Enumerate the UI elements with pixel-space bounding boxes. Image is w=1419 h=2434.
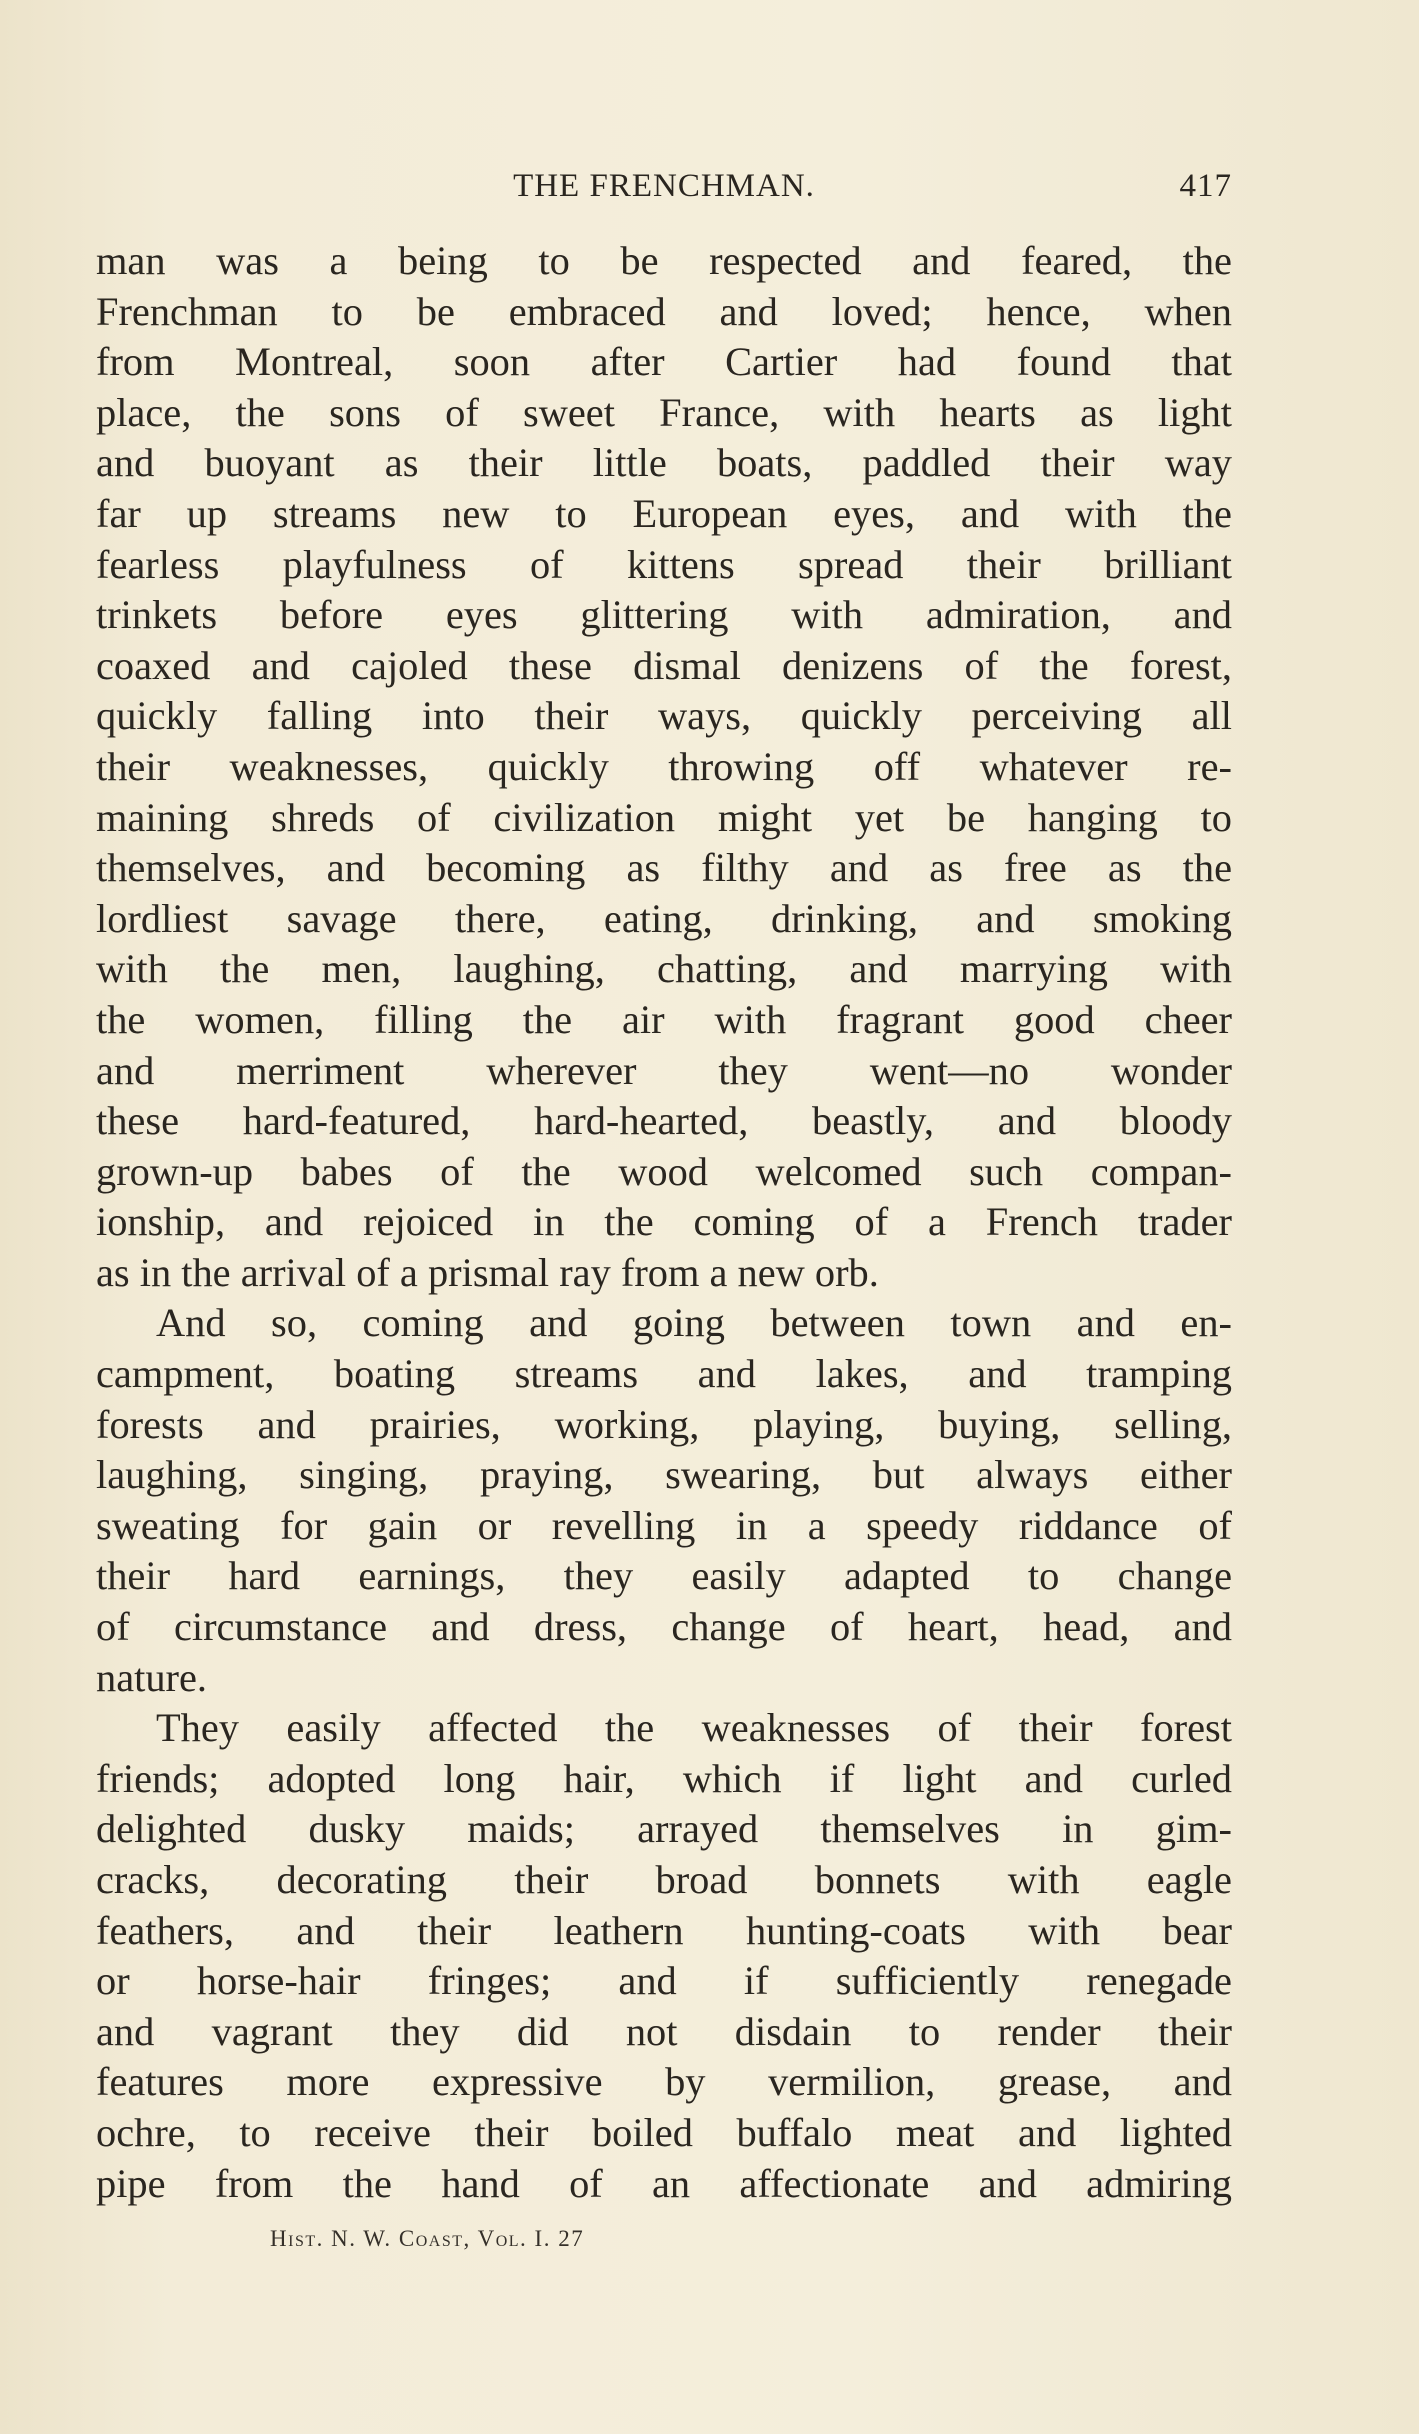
text-line: as in the arrival of a prismal ray from a new orb. — [96, 1249, 879, 1295]
text-line: and merriment wherever they went—no wonder — [96, 1047, 1232, 1093]
text-line: pipe from the hand of an affectionate and admiring — [96, 2160, 1232, 2206]
text-line: themselves, and becoming as filthy and as free as the — [96, 845, 1232, 891]
running-header — [96, 168, 1232, 216]
text-line: nature. — [96, 1654, 208, 1700]
text-line: quickly falling into their ways, quickly perceiving all — [96, 693, 1232, 739]
paragraph — [96, 236, 1232, 1298]
text-line: grown-up babes of the wood welcomed such compan- — [96, 1148, 1232, 1194]
text-line: or horse-hair fringes; and if sufficiently renegade — [96, 1958, 1232, 2004]
text-line: far up streams new to European eyes, and with the — [96, 490, 1232, 536]
text-line: with the men, laughing, chatting, and marrying with — [96, 946, 1232, 992]
text-line: campment, boating streams and lakes, and tramping — [96, 1351, 1232, 1397]
text-line: sweating for gain or revelling in a speedy riddance of — [96, 1502, 1232, 1548]
text-line: And so, coming and going between town and en- — [156, 1300, 1232, 1346]
text-line: fearless playfulness of kittens spread their brilliant — [96, 541, 1232, 587]
text-line: Frenchman to be embraced and loved; hence, when — [96, 288, 1232, 334]
text-line: delighted dusky maids; arrayed themselves in gim- — [96, 1806, 1232, 1852]
paragraph — [96, 1298, 1232, 1703]
text-line: maining shreds of civilization might yet be hanging to — [96, 794, 1232, 840]
page-number: 417 — [1179, 168, 1232, 204]
text-line: laughing, singing, praying, swearing, but always either — [96, 1452, 1232, 1498]
running-title: THE FRENCHMAN. — [513, 168, 815, 204]
text-line: ochre, to receive their boiled buffalo meat and lighted — [96, 2109, 1232, 2155]
text-line: and buoyant as their little boats, paddled their way — [96, 440, 1232, 486]
text-line: forests and prairies, working, playing, buying, selling, — [96, 1401, 1232, 1447]
text-line: their weaknesses, quickly throwing off whatever re- — [96, 743, 1232, 789]
text-line: place, the sons of sweet France, with hearts as light — [96, 389, 1232, 435]
text-line: coaxed and cajoled these dismal denizens of the forest, — [96, 642, 1232, 688]
text-line: from Montreal, soon after Cartier had found that — [96, 339, 1232, 385]
text-line: the women, filling the air with fragrant good cheer — [96, 996, 1232, 1042]
text-line: these hard-featured, hard-hearted, beastly, and bloody — [96, 1098, 1232, 1144]
text-line: friends; adopted long hair, which if light and curled — [96, 1755, 1232, 1801]
text-line: ionship, and rejoiced in the coming of a French trader — [96, 1199, 1232, 1245]
text-line: cracks, decorating their broad bonnets with eagle — [96, 1857, 1232, 1902]
text-line: trinkets before eyes glittering with admiration, and — [96, 592, 1232, 638]
text-line: man was a being to be respected and feared, the — [96, 238, 1232, 283]
text-line: their hard earnings, they easily adapted to change — [96, 1553, 1232, 1599]
text-line: features more expressive by vermilion, grease, and — [96, 2059, 1232, 2105]
text-line: They easily affected the weaknesses of their forest — [156, 1705, 1232, 1751]
paragraph — [96, 1703, 1232, 2209]
body-text — [96, 236, 1232, 2209]
text-line: and vagrant they did not disdain to render their — [96, 2008, 1232, 2054]
text-line: of circumstance and dress, change of heart, head, and — [96, 1604, 1232, 1650]
signature-line: Hist. N. W. Coast, Vol. I. 27 — [270, 2226, 585, 2251]
text-line: lordliest savage there, eating, drinking, and smoking — [96, 895, 1232, 941]
text-line: feathers, and their leathern hunting-coats with bear — [96, 1907, 1232, 1953]
